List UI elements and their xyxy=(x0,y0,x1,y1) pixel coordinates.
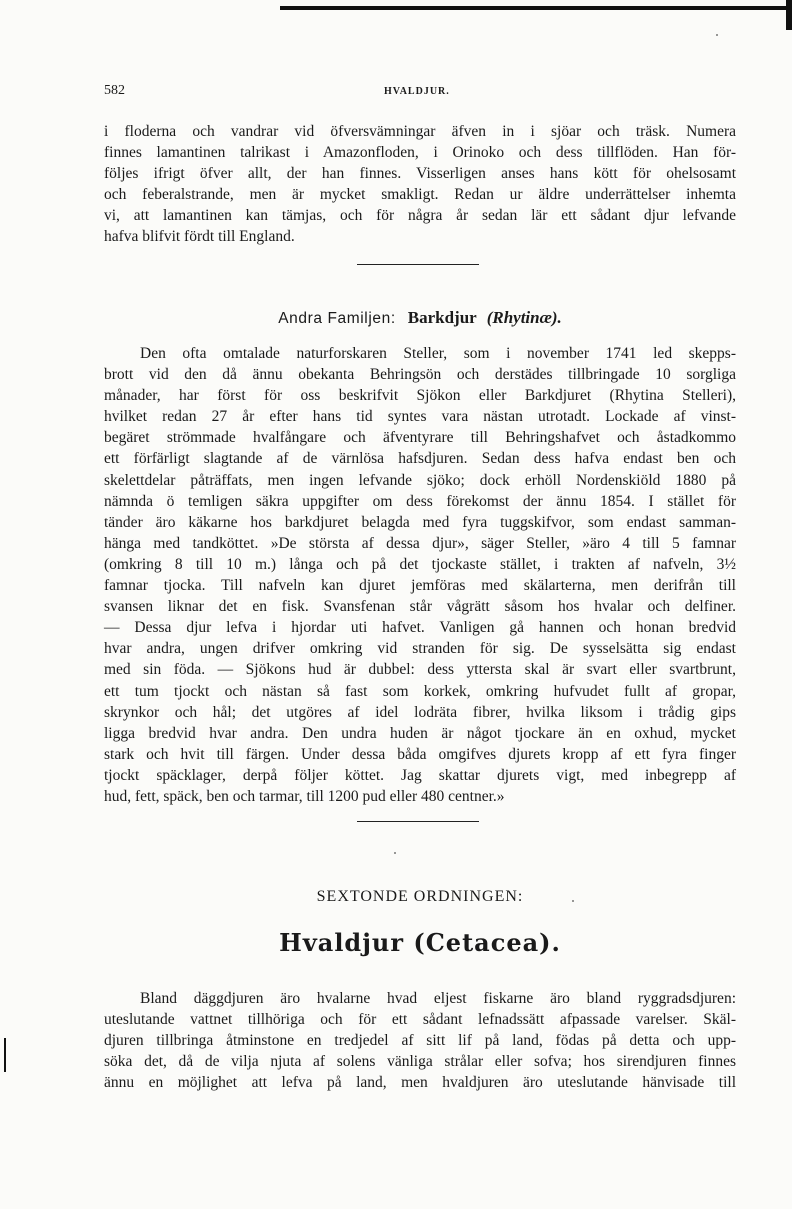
text-line: och feberalstrande, men är mycket smakligt. Redan ur äldre underrättelser inhemta xyxy=(104,186,736,204)
text-line: hänga med tandköttet. »De största af dessa djur», säger Steller, »äro 4 till 5 famnar xyxy=(104,534,736,552)
text-line: med sin föda. — Sjökons hud är dubbel: dess yttersta skal är svart eller svartbrunt, xyxy=(104,661,736,679)
text-line: djuren tillbringa åtminstone en tredjedel af sitt lif på land, födas på detta och upp- xyxy=(104,1032,736,1050)
text-line: begäret strömmade hvalfångare och äfventyrare till Behringshafvet och åstadkommo xyxy=(104,429,736,447)
text-line: ett förfärligt slagtande af de värnlösa hafsdjuren. Sedan dess hafva endast ben och xyxy=(104,450,736,468)
text-line: — Dessa djur lefva i hjordar uti hafvet. Vanligen gå hannen och honan bredvid xyxy=(104,619,736,637)
main-title: Hvaldjur (Cetacea). xyxy=(279,928,561,957)
family-heading-latin: (Rhytinæ). xyxy=(486,308,562,327)
text-line: Bland däggdjuren äro hvalarne hvad eljest fiskarne äro bland ryggradsdjuren: xyxy=(140,990,736,1007)
scan-speck xyxy=(572,900,574,902)
running-head: HVALDJUR. xyxy=(384,86,450,97)
text-line: hvilket redan 27 år efter hans tid syntes vara nästan utrotadt. Lockade af vinst- xyxy=(104,408,736,426)
scan-speck xyxy=(716,34,718,36)
order-heading: SEXTONDE ORDNINGEN: xyxy=(316,888,524,905)
text-line: följes ifrigt öfver allt, der han finnes. Visserligen anses hans kött för ohelsosamt xyxy=(104,165,736,183)
text-line: hvar andra, ungen drifver omkring vid stranden för sig. De sysselsätta sig endast xyxy=(104,640,736,658)
scan-speck xyxy=(394,852,396,854)
paragraph-barkdjur xyxy=(104,343,736,807)
text-line: Den ofta omtalade naturforskaren Steller, som i november 1741 led skepps- xyxy=(140,345,736,362)
paragraph-intro xyxy=(104,121,736,248)
text-line: stark och hvit till färgen. Under dessa båda omgifves djurets kropp af ett fyra finger xyxy=(104,745,736,763)
scan-edge-mark xyxy=(4,1038,6,1072)
text-line: hafva blifvit fördt till England. xyxy=(104,228,295,246)
text-line: hud, fett, späck, ben och tarmar, till 1200 pud eller 480 centner.» xyxy=(104,787,505,805)
text-line: ligga bredvid hvar andra. Den undra huden är något tjockare än en oxhud, mycket xyxy=(104,724,736,742)
text-line: skelettdelar påträffats, men ingen lefvande sjöko; dock erhöll Nordenskiöld 1880 på xyxy=(104,471,736,489)
text-line: tjockt späcklager, derpå följer köttet. Jag skattar djurets vigt, med inbegrepp af xyxy=(104,766,736,784)
text-line: finnes lamantinen talrikast i Amazonfloden, i Orinoko och dess tillflöden. Han för- xyxy=(104,144,736,162)
paragraph-cetacea xyxy=(104,988,736,1093)
text-line: famnar tjocka. Till nafveln kan djuret jemföras med skälarterna, men derifrån till xyxy=(104,577,736,595)
text-line: månader, har först för oss beskrifvit Sjökon eller Barkdjuret (Rhytina Stelleri), xyxy=(104,387,736,405)
section-divider xyxy=(357,821,479,822)
text-line: skrynkor och hål; det utgöres af idel lodräta fibrer, hvilka liksom i trådig gips xyxy=(104,703,736,721)
family-heading xyxy=(104,308,736,328)
page-number: 582 xyxy=(104,83,125,98)
section-divider xyxy=(357,264,479,265)
text-line: brott vid den då ännu obekanta Behringsön och derstädes tillbringade 10 sorgliga xyxy=(104,366,736,384)
family-heading-name: Barkdjur xyxy=(407,308,477,327)
text-line: söka det, då de vilja njuta af solens vänliga strålar eller sofva; hos sirendjuren finnes xyxy=(104,1053,736,1071)
text-line: vi, att lamantinen kan tämjas, och för några år sedan lär ett sådant djur lefvande xyxy=(104,207,736,225)
scan-corner-mark xyxy=(786,0,792,30)
text-line: uteslutande vattnet tillhöriga och för ett sådant lefnadssätt afpassade varelser. Skäl- xyxy=(104,1011,736,1029)
top-border-rule xyxy=(280,6,792,10)
text-line: nämnda ö temligen säkra uppgifter om dess förekomst der ännu 1854. I stället för xyxy=(104,492,736,510)
page-header xyxy=(104,83,740,103)
text-line: tänder äro käkarne hos barkdjuret belagda med fyra tuggskifvor, som endast samman- xyxy=(104,513,736,531)
text-line: i floderna och vandrar vid öfversvämningar äfven in i sjöar och träsk. Numera xyxy=(104,123,736,140)
text-line: svansen liknar det en fisk. Svansfenan står vågrätt såsom hos hvalar och delfiner. xyxy=(104,598,736,616)
text-line: ett tum tjockt och nästan så fast som korkek, omkring hufvudet fullt af gropar, xyxy=(104,682,736,700)
family-heading-lead: Andra Familjen: xyxy=(278,310,396,327)
text-line: (omkring 8 till 10 m.) långa och på det tjockaste stället, i trakten af nafveln, 3½ xyxy=(104,555,736,573)
text-line: ännu en möjlighet att lefva på land, men hvaldjuren äro uteslutande hänvisade till xyxy=(104,1074,736,1092)
